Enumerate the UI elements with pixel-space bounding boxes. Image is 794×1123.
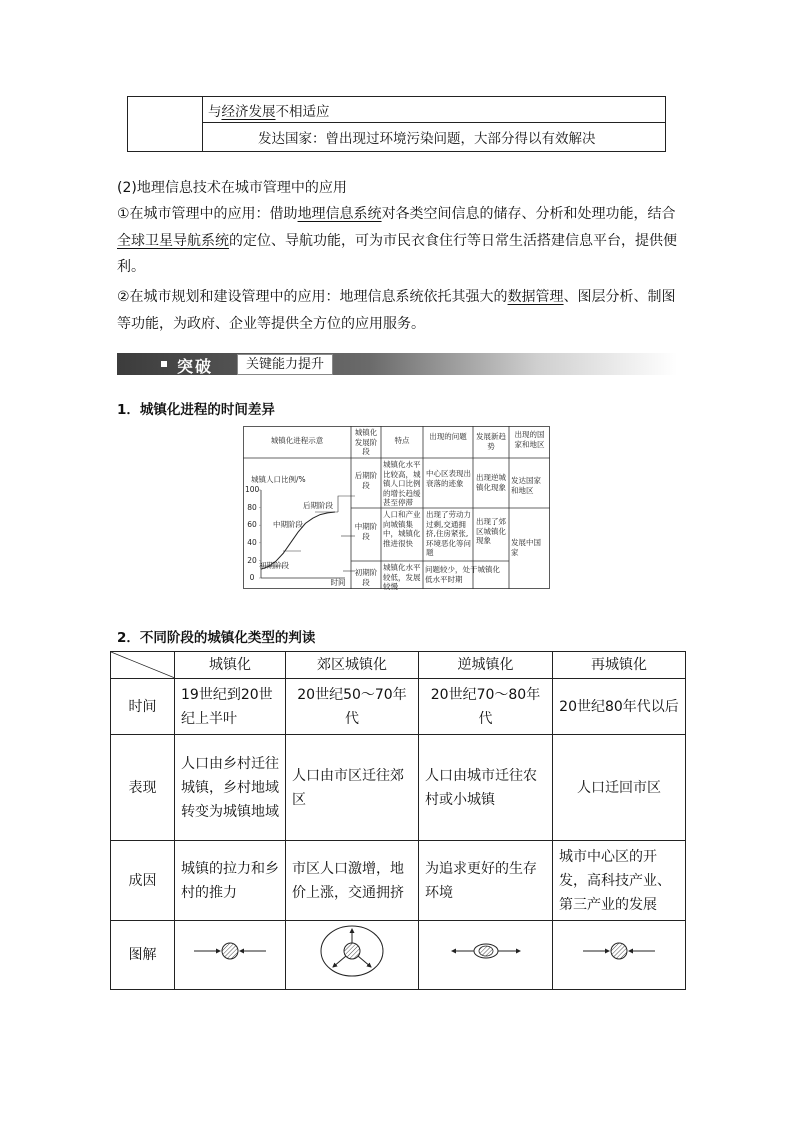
chart-header-diagram: 城镇化进程示意 (270, 436, 324, 445)
diagram-urbanization (175, 921, 286, 990)
continuation-table (127, 96, 666, 152)
stage-late: 后期阶段 (354, 471, 378, 490)
section-banner (117, 353, 677, 378)
problem-early: 问题较少，处于城镇化低水平时期 (425, 565, 500, 584)
inward-arrows-icon (579, 936, 659, 966)
table-cell-problem (208, 100, 330, 120)
table-cell: 为追求更好的生存环境 (419, 841, 553, 921)
ytick-label: 40 (247, 538, 257, 547)
ytick-label: 60 (247, 520, 257, 529)
row-label: 成因 (111, 841, 175, 921)
row-label: 图解 (111, 921, 175, 990)
table-cell: 城市中心区的开发，高科技产业、第三产业的发展 (553, 841, 686, 921)
inward-arrows-icon (190, 936, 270, 966)
chart-xlabel: 时间 (330, 578, 346, 587)
diagram-suburbanization (286, 921, 419, 990)
diagram-counter-urbanization (419, 921, 553, 990)
urbanization-types-table (110, 651, 686, 990)
banner-title: 突破 (177, 357, 214, 376)
table-cell: 19世纪到20世纪上半叶 (175, 679, 286, 735)
trend-late: 出现逆城镇化现象 (476, 473, 506, 492)
section-heading: (2)地理信息技术在城市管理中的应用 (117, 180, 347, 196)
feature-late: 城镇化水平比较高，城镇人口比例的增长趋缓甚至停滞 (383, 460, 421, 507)
stage-label-early: 初期阶段 (259, 561, 289, 570)
stage-middle: 中期阶段 (354, 522, 378, 541)
banner-subtitle: 关键能力提升 (237, 354, 333, 375)
column-header: 郊区城镇化 (286, 652, 419, 679)
feature-early: 城镇化水平较低，发展较慢 (383, 563, 421, 591)
table-cell: 人口迁回市区 (553, 735, 686, 841)
outward-arrows-icon (446, 936, 526, 966)
trend-middle: 出现了郊区城镇化现象 (476, 517, 506, 545)
urbanization-chart-table (243, 426, 550, 589)
chart-header-problem: 出现的问题 (429, 432, 467, 441)
stage-early: 初期阶段 (354, 568, 378, 587)
item1-heading: 1．城镇化进程的时间差异 (117, 402, 275, 418)
stage-label-middle: 中期阶段 (273, 520, 303, 529)
table-cell: 市区人口激增，地价上涨，交通拥挤 (286, 841, 419, 921)
square-bullet-icon (161, 361, 167, 367)
chart-header-trend: 发展新趋势 (476, 432, 506, 451)
row-label: 表现 (111, 735, 175, 841)
table-cell: 人口由乡村迁往城镇，乡村地域转变为城镇地域 (175, 735, 286, 841)
problem-late: 中心区表现出衰落的迹象 (426, 469, 471, 488)
table-cell: 20世纪50～70年代 (286, 679, 419, 735)
link-gnss[interactable]: 全球卫星导航系统 (117, 232, 229, 249)
link-gis[interactable]: 地理信息系统 (297, 206, 382, 222)
chart-header-region: 出现的国家和地区 (514, 430, 545, 449)
region-middle: 发展中国家 (511, 538, 541, 557)
row-label: 时间 (111, 679, 175, 735)
problem-middle: 出现了劳动力过剩,交通拥挤,住房紧张,环境恶化等问题 (426, 510, 471, 557)
column-header: 逆城镇化 (419, 652, 553, 679)
diagonal-header-cell (111, 652, 175, 679)
ytick-label: 100 (245, 485, 260, 494)
table-cell-developed: 发达国家：曾出现过环境污染问题，大部分得以有效解决 (258, 131, 596, 147)
stage-label-late: 后期阶段 (303, 501, 333, 510)
column-header: 城镇化 (175, 652, 286, 679)
text: 与 (208, 104, 222, 120)
chart-header-stage: 城镇化发展阶段 (354, 428, 378, 456)
link-economic-development[interactable]: 经济发展 (221, 104, 276, 120)
paragraph-city-management: ①在城市管理中的应用：借助地理信息系统对各类空间信息的储存、分析和处理功能，结合全球卫星导航系统的定位、导航功能，可为市民衣食住行等日常生活搭建信息平台，提供便利。 (117, 206, 677, 275)
item2-heading: 2．不同阶段的城镇化类型的判读 (117, 630, 316, 646)
chart-header-feature: 特点 (394, 436, 410, 445)
feature-middle: 人口和产业向城镇集中，城镇化推进很快 (383, 510, 421, 548)
diagonal-line (111, 652, 175, 678)
link-data-management[interactable]: 数据管理 (507, 289, 564, 305)
table-cell: 20世纪70～80年代 (419, 679, 553, 735)
paragraph-planning: ②在城市规划和建设管理中的应用：地理信息系统依托其强大的数据管理、图层分析、制图等功能，为政府、企业等提供全方位的应用服务。 (117, 289, 676, 332)
region-late: 发达国家和地区 (511, 476, 541, 495)
table-cell: 人口由城市迁往农村或小城镇 (419, 735, 553, 841)
chart-ylabel: 城镇人口比例/% (251, 475, 306, 484)
outward-arrows-icon (317, 923, 387, 979)
ytick-label: 20 (247, 556, 257, 565)
table-cell: 人口由市区迁往郊区 (286, 735, 419, 841)
column-header: 再城镇化 (553, 652, 686, 679)
table-cell: 城镇的拉力和乡村的推力 (175, 841, 286, 921)
text: 不相适应 (275, 104, 330, 120)
ytick-label: 80 (247, 503, 257, 512)
diagram-reurbanization (553, 921, 686, 990)
ytick-label: 0 (249, 573, 255, 582)
table-cell: 20世纪80年代以后 (553, 679, 686, 735)
